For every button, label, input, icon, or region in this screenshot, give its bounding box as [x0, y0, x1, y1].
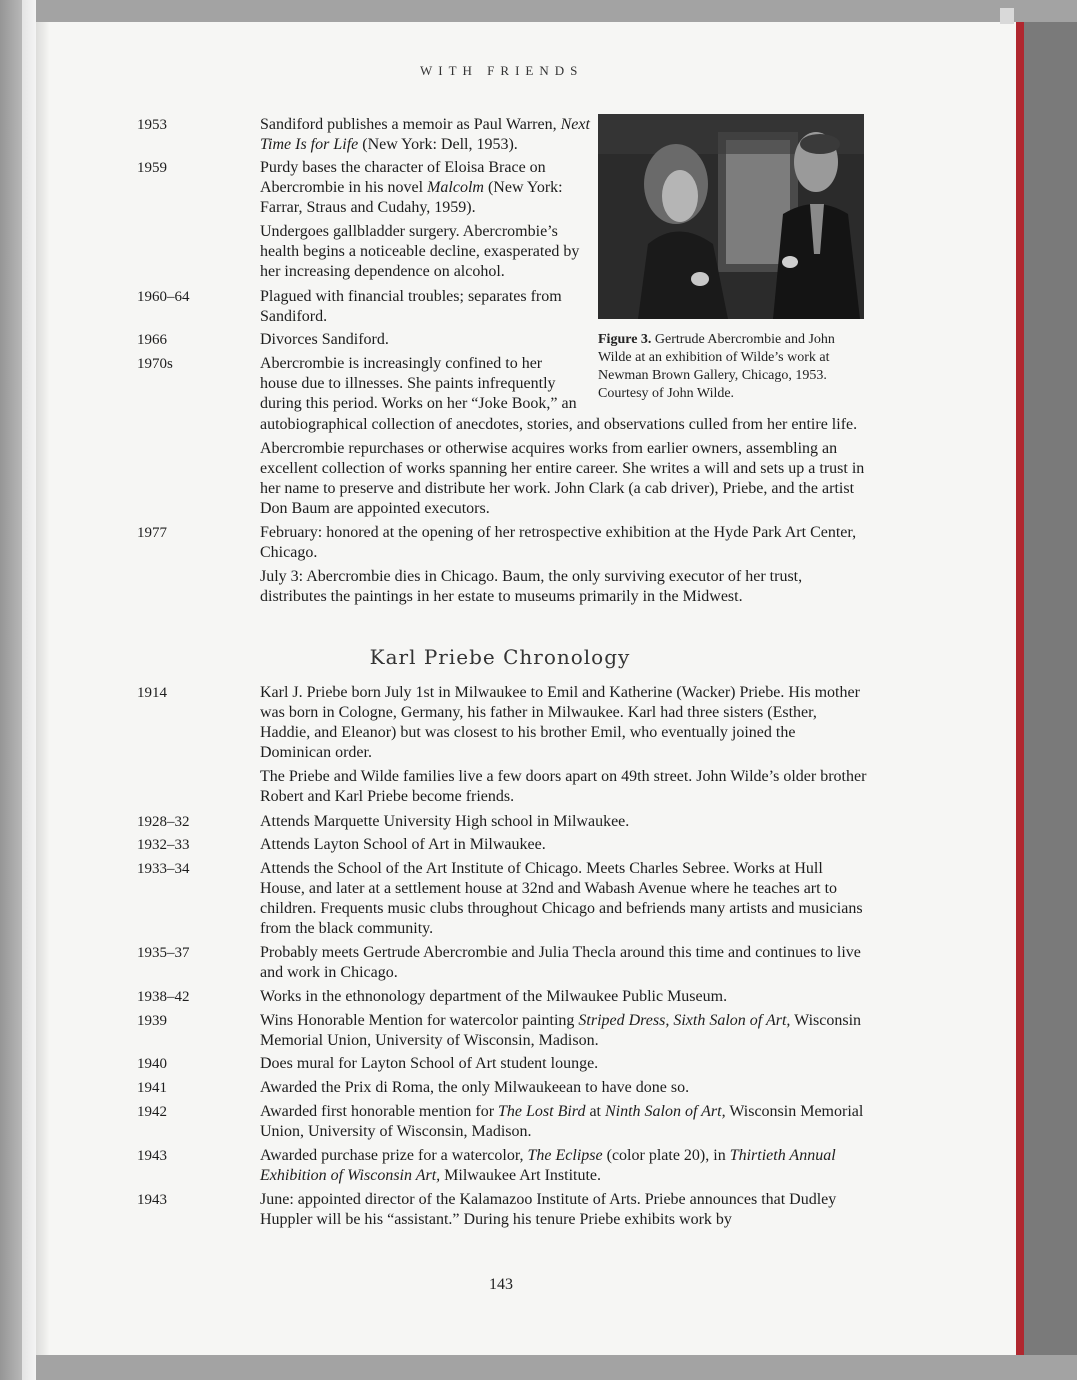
entry-text-part: Milwaukee Art Institute.	[444, 1167, 602, 1184]
gutter-shadow	[36, 22, 50, 1355]
entry-text-part: (color plate 20), in	[606, 1147, 726, 1164]
entry-year: 1928–32	[137, 814, 190, 830]
entry-year: 1970s	[137, 356, 173, 372]
entry-text: Divorces Sandiford.	[260, 331, 389, 348]
photo-illustration	[598, 114, 864, 319]
entry-title-italic: Ninth Salon of Art,	[604, 1103, 726, 1120]
entry-text	[260, 115, 590, 155]
entry-text: Karl J. Priebe born July 1st in Milwaukee to Emil and Katherine (Wacker) Priebe. His mother was born in Cologne, Germany, his father in Milwaukee. Karl had three sisters (Esther, Haddie, and Eleanor) but was closest to his brother Emil, who eventually joined the Dominican order.	[260, 684, 860, 761]
entry-year: 1933–34	[137, 861, 190, 877]
entry-text: Awarded the Prix di Roma, the only Milwaukeean to have done so.	[260, 1079, 690, 1096]
entry-year: 1966	[137, 332, 167, 348]
entry-text: July 3: Abercrombie dies in Chicago. Baum, the only surviving executor of her trust, distributes the paintings in her estate to museums primarily in the Midwest.	[260, 568, 803, 605]
entry-title-italic: Thirtieth Annual Exhibition of Wisconsin Art,	[260, 1147, 836, 1184]
entry-year: 1939	[137, 1013, 167, 1029]
entry-title-italic: Next Time Is for Life	[260, 116, 590, 153]
running-head: WITH FRIENDS	[420, 63, 584, 78]
page-number: 143	[489, 1276, 513, 1293]
figure-caption	[598, 331, 864, 403]
page-corner	[1000, 8, 1014, 24]
entry-text: Undergoes gallbladder surgery. Abercrombie’s health begins a noticeable decline, exasperated by her increasing dependence on alcohol.	[260, 223, 580, 280]
entry-year: 1942	[137, 1104, 167, 1120]
entry-year: 1935–37	[137, 945, 190, 961]
entry-text	[260, 1011, 870, 1051]
entry-year: 1960–64	[137, 289, 190, 305]
entry-year: 1941	[137, 1080, 167, 1096]
entry-text: Attends Marquette University High school in Milwaukee.	[260, 813, 630, 830]
entry-text	[260, 1102, 870, 1142]
entry-text: February: honored at the opening of her retrospective exhibition at the Hyde Park Art Center, Chicago.	[260, 524, 857, 561]
entry-text: June: appointed director of the Kalamazoo Institute of Arts. Priebe announces that Dudley Huppler will be his “assistant.” During his tenure Priebe exhibits work by	[260, 1191, 837, 1228]
entry-year: 1932–33	[137, 837, 190, 853]
binding-shadow	[0, 0, 22, 1380]
entry-text-part: Awarded first honorable mention for	[260, 1103, 495, 1120]
entry-text: Does mural for Layton School of Art student lounge.	[260, 1055, 599, 1072]
entry-text	[260, 158, 590, 218]
entry-text-part: Awarded purchase prize for a watercolor,	[260, 1147, 524, 1164]
cover-edge	[1016, 22, 1024, 1355]
figure-photo	[598, 114, 864, 319]
entry-year: 1977	[137, 525, 167, 541]
entry-year: 1953	[137, 117, 167, 133]
entry-year: 1959	[137, 160, 167, 176]
entry-year: 1938–42	[137, 989, 190, 1005]
scan-margin	[1024, 22, 1077, 1355]
entry-text-part: Purdy bases the character of Eloisa Brace on Abercrombie in his novel	[260, 159, 546, 196]
entry-text-part: Wisconsin Memorial Union, University of Wisconsin, Madison.	[260, 1012, 862, 1049]
entry-title-italic: The Lost Bird	[498, 1103, 586, 1120]
entry-text-part: Wisconsin Memorial Union, University of Wisconsin, Madison.	[260, 1103, 864, 1140]
entry-text-part: (New York: Dell, 1953).	[362, 136, 518, 153]
entry-text: Attends the School of the Art Institute of Chicago. Meets Charles Sebree. Works at Hull House, and later at a settlement house at 32nd and Wabash Avenue where he teaches art to children. Frequents music clubs throughout Chicago and befriends many artists and musicians from the black community.	[260, 860, 863, 937]
entry-title-italic: The Eclipse	[527, 1147, 603, 1164]
entry-year: 1914	[137, 685, 167, 701]
entry-text: Abercrombie repurchases or otherwise acquires works from earlier owners, assembling an excellent collection of works spanning her entire career. She writes a will and sets up a trust in her name to preserve and distribute her work. John Clark (a cab driver), Priebe, and the artist Don Baum are appointed executors.	[260, 440, 865, 517]
entry-year: 1943	[137, 1192, 167, 1208]
entry-text: The Priebe and Wilde families live a few doors apart on 49th street. John Wilde’s older brother Robert and Karl Priebe become friends.	[260, 768, 867, 805]
entry-text: Abercrombie is increasingly confined to her house due to illnesses. She paints infrequently during this period. Works on her “Joke Book,” an	[260, 355, 577, 412]
entry-year: 1940	[137, 1056, 167, 1072]
entry-text-part: at	[589, 1103, 601, 1120]
entry-text-part: Sandiford publishes a memoir as Paul Warren,	[260, 116, 557, 133]
entry-text: Works in the ethnonology department of the Milwaukee Public Museum.	[260, 988, 728, 1005]
entry-text-part: Wins Honorable Mention for watercolor painting	[260, 1012, 575, 1029]
section-heading: Karl Priebe Chronology	[369, 645, 631, 669]
figure-label: Figure 3.	[598, 332, 652, 347]
entry-title-italic: Striped Dress, Sixth Salon of Art,	[578, 1012, 791, 1029]
entry-text: Attends Layton School of Art in Milwaukee.	[260, 836, 546, 853]
entry-text-part: (New York: Farrar, Straus and Cudahy, 1959).	[260, 179, 563, 216]
entry-text	[260, 1146, 870, 1186]
figure-caption-text: Gertrude Abercrombie and John Wilde at an exhibition of Wilde’s work at Newman Brown Gallery, Chicago, 1953. Courtesy of John Wilde.	[598, 332, 835, 401]
entry-text-continuation: autobiographical collection of anecdotes, stories, and observations culled from her entire life.	[260, 416, 858, 433]
entry-text: Plagued with financial troubles; separates from Sandiford.	[260, 288, 562, 325]
entry-title-italic: Malcolm	[427, 179, 484, 196]
entry-year: 1943	[137, 1148, 167, 1164]
entry-text: Probably meets Gertrude Abercrombie and Julia Thecla around this time and continues to live and work in Chicago.	[260, 944, 861, 981]
